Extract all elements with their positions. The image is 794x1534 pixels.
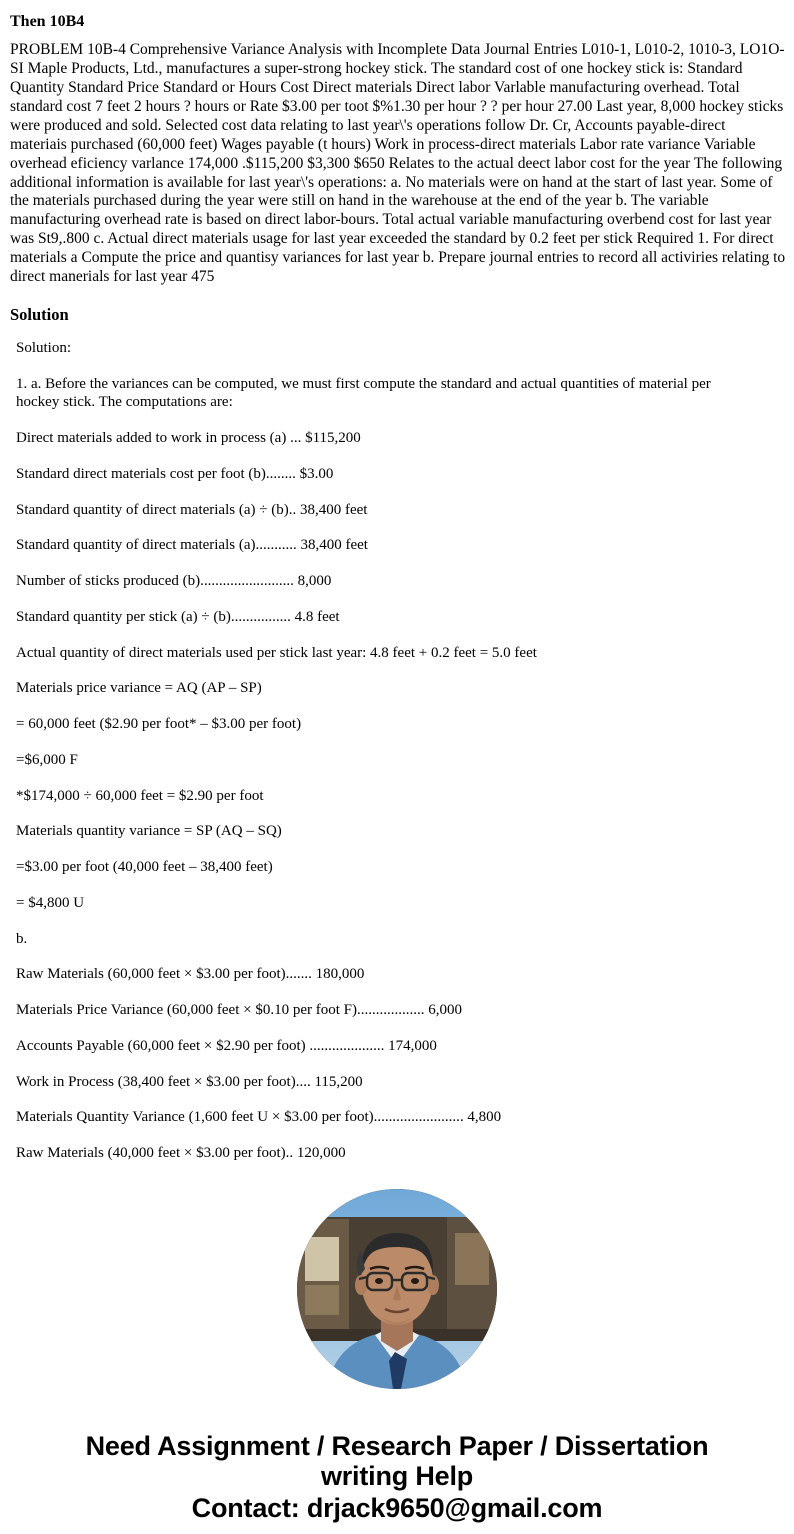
solution-heading: Solution bbox=[10, 304, 69, 324]
solution-line: *$174,000 ÷ 60,000 feet = $2.90 per foot bbox=[16, 787, 264, 804]
portrait-photo-icon bbox=[297, 1189, 497, 1389]
solution-line: Accounts Payable (60,000 feet × $2.90 per foot) .................... 174,000 bbox=[16, 1037, 437, 1054]
page-title: Then 10B4 bbox=[10, 13, 85, 30]
solution-line: Standard direct materials cost per foot (b)........ $3.00 bbox=[16, 465, 334, 482]
solution-line: Actual quantity of direct materials used per stick last year: 4.8 feet + 0.2 feet = 5.0 feet bbox=[16, 644, 537, 661]
solution-line: Materials Price Variance (60,000 feet × $0.10 per foot F).................. 6,000 bbox=[16, 1002, 462, 1019]
solution-line: Standard quantity of direct materials (a)........... 38,400 feet bbox=[16, 537, 368, 554]
solution-line: =$3.00 per foot (40,000 feet – 38,400 feet) bbox=[16, 859, 273, 876]
solution-line: Number of sticks produced (b)......................... 8,000 bbox=[16, 573, 332, 590]
promo-line-1: Need Assignment / Research Paper / Dissertation bbox=[85, 1430, 709, 1461]
solution-line: = $4,800 U bbox=[16, 894, 85, 911]
solution-line: Standard quantity per stick (a) ÷ (b)................ 4.8 feet bbox=[16, 608, 340, 625]
avatar bbox=[297, 1189, 497, 1389]
solution-line: Materials quantity variance = SP (AQ – SQ) bbox=[16, 823, 282, 840]
solution-line: = 60,000 feet ($2.90 per foot* – $3.00 per foot) bbox=[16, 716, 302, 733]
solution-line: Raw Materials (60,000 feet × $3.00 per foot)....... 180,000 bbox=[16, 966, 365, 983]
solution-line: =$6,000 F bbox=[16, 751, 78, 768]
problem-statement: PROBLEM 10B-4 Comprehensive Variance Analysis with Incomplete Data Journal Entries L010-1, L010-2, 1010-3, LO1O-SI Maple Products, Ltd., manufactures a super-strong hockey stick. The standard cost of one hockey stick is: Standard Quantity Standard Price Standard or Hours Cost Direct materials Direct labor Varlable manufacturing overhead. Total standard cost 7 feet 2 hours ? hours or Rate $3.00 per toot $%1.30 per hour ? ? per hour 27.00 Last year, 8,000 hockey sticks were produced and sold. Selected cost data relating to last year\'s operations follow Dr. Cr, Accounts payable-direct materiais purchased (60,000 feet) Wages payable (t hours) Work in process-direct materials Labor rate variance Variable overhead eficiency varlance 174,000 .$115,200 $3,300 $650 Relates to the actual deect labor cost for the year The following additional information is available for last year\'s operations: a. No materials were on hand at the start of last year. Some of the materials purchased during the year were still on hand in the warehouse at the end of the year b. The variable manufacturing overhead rate is based on direct labor-bours. Total actual variable manufacturing overbend cost for last year was St9,.800 c. Actual direct materials usage for last year exceeded the standard by 0.2 feet per stick Required 1. For direct materials a Compute the price and quantisy variances for last year b. Prepare journal entries to record all activiries relating to direct manerials for last year 475 bbox=[10, 41, 786, 286]
solution-line: 1. a. Before the variances can be computed, we must first compute the standard and actual quantities of material per hockey stick. The computations are: bbox=[16, 375, 711, 411]
solution-line: Standard quantity of direct materials (a) ÷ (b).. 38,400 feet bbox=[16, 501, 368, 518]
promo-contact: Contact: drjack9650@gmail.com bbox=[191, 1493, 603, 1524]
solution-line: Direct materials added to work in process (a) ... $115,200 bbox=[16, 430, 361, 447]
solution-line: Materials Quantity Variance (1,600 feet U × $3.00 per foot)........................ 4,800 bbox=[16, 1109, 502, 1126]
avatar-container bbox=[8, 1189, 786, 1389]
promo-line-2: writing Help bbox=[320, 1461, 474, 1492]
solution-line: Work in Process (38,400 feet × $3.00 per foot).... 115,200 bbox=[16, 1073, 363, 1090]
solution-line: Materials price variance = AQ (AP – SP) bbox=[16, 680, 262, 697]
promo-banner bbox=[8, 1431, 786, 1524]
solution-line: b. bbox=[16, 930, 28, 947]
solution-line: Raw Materials (40,000 feet × $3.00 per foot).. 120,000 bbox=[16, 1145, 346, 1162]
solution-line: Solution: bbox=[16, 339, 72, 356]
